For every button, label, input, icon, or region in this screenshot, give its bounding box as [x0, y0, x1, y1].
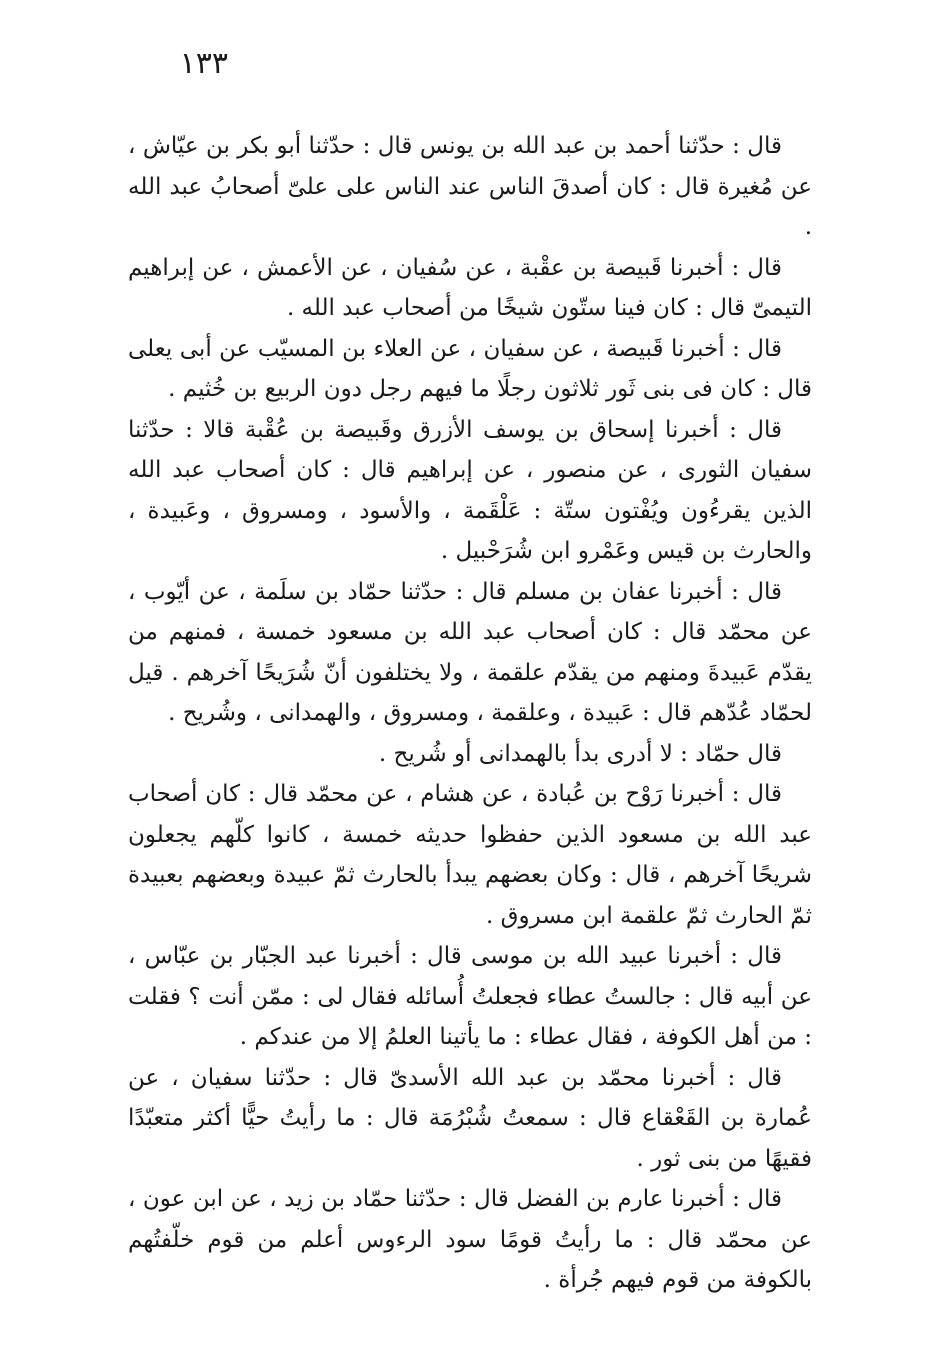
paragraph-6: قال حمّاد : لا أدرى بدأ بالهمدانى أو شُريح .	[378, 740, 782, 767]
paragraph-1: قال : حدّثنا أحمد بن عبد الله بن يونس قال : حدّثنا أبو بكر بن عيّاش ، عن مُغيرة قال : كان أصدقَ الناس عند الناس على علىّ أصحابُ عبد الله .	[128, 133, 812, 240]
paragraph-5: قال : أخبرنا عفان بن مسلم قال : حدّثنا حمّاد بن سلَمة ، عن أيّوب ، عن محمّد قال : كان أصحاب عبد الله بن مسعود خمسة ، فمنهم من يقدّم عَبيدةَ ومنهم من يقدّم علقمة ، ولا يختلفون أنّ شُرَيحًا آخرهم . قيل لحمّاد عُدّهم قال : عَبيدة ، وعلقمة ، ومسروق ، والهمدانى ، وشُريح .	[128, 578, 812, 726]
paragraph-7: قال : أخبرنا رَوْح بن عُبادة ، عن هشام ، عن محمّد قال : كان أصحاب عبد الله بن مسعود الذين حفظوا حديثه خمسة ، كانوا كلّهم يجعلون شريحًا آخرهم ، قال : وكان بعضهم يبدأ بالحارث ثمّ عبيدة وبعضهم بعبيدة ثمّ الحارث ثمّ علقمة ابن مسروق .	[128, 781, 812, 929]
paragraph-10: قال : أخبرنا عارم بن الفضل قال : حدّثنا حمّاد بن زيد ، عن ابن عون ، عن محمّد قال : ما رأيتُ قومًا سود الرءوس أعلم من قوم خلّفتُهم بالكوفة من قوم فيهم جُرأة .	[128, 1186, 812, 1293]
page-number: ١٣٣	[179, 46, 228, 81]
paragraph-9: قال : أخبرنا محمّد بن عبد الله الأسدىّ قال : حدّثنا سفيان ، عن عُمارة بن القَعْقاع قال : سمعتُ شُبْرُمَة قال : ما رأيتُ حيًّا أكثر متعبّدًا فقيهًا من بنى ثور .	[128, 1064, 812, 1172]
paragraph-4: قال : أخبرنا إسحاق بن يوسف الأزرق وقَبيصة بن عُقْبة قالا : حدّثنا سفيان الثورى ، عن منصور ، عن إبراهيم قال : كان أصحاب عبد الله الذين يقرءُون ويُفْتون ستّة : عَلْقَمة ، والأسود ، ومسروق ، وعَبيدة ، والحارث بن قيس وعَمْرو ابن شُرَحْبيل .	[128, 416, 812, 564]
paragraph-3: قال : أخبرنا قَبيصة ، عن سفيان ، عن العلاء بن المسيّب عن أبى يعلى قال : كان فى بنى ثَور ثلاثون رجلًا ما فيهم رجل دون الربيع بن خُثيم .	[128, 335, 812, 402]
paragraph-2: قال : أخبرنا قَبيصة بن عقْبة ، عن سُفيان ، عن الأعمش ، عن إبراهيم التيمىّ قال : كان فينا ستّون شيخًا من أصحاب عبد الله .	[128, 254, 812, 321]
page-text	[128, 126, 812, 1301]
paragraph-8: قال : أخبرنا عبيد الله بن موسى قال : أخبرنا عبد الجبّار بن عبّاس ، عن أبيه قال : جالستُ عطاء فجعلتُ أُسائله فقال لى : ممّن أنت ؟ فقلت : من أهل الكوفة ، فقال عطاء : ما يأتينا العلمُ إلا من عندكم .	[128, 943, 812, 1050]
